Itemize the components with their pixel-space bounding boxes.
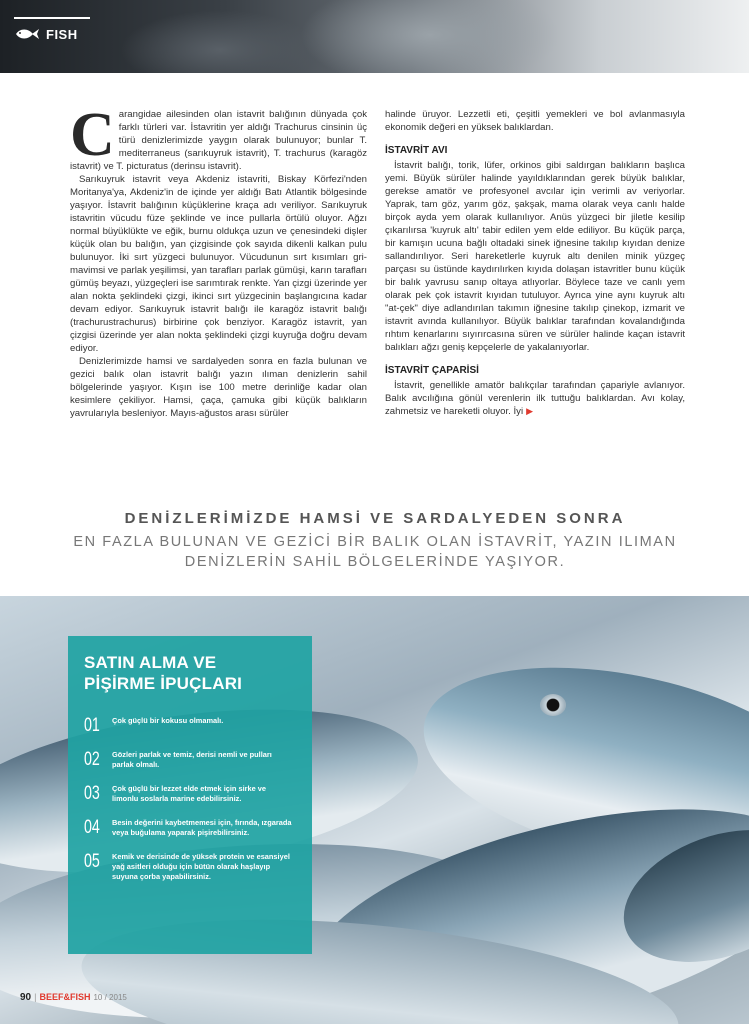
subheading-istavrit-caparisi: İSTAVRİT ÇAPARİSİ — [385, 365, 479, 376]
tips-title-line1: SATIN ALMA VE — [84, 653, 217, 672]
tip-item — [84, 818, 294, 838]
continued-text: İstavrit, genellikle amatör balıkçılar tarafından çapariyle avlanıyor. Balık avcılığına gönül verenlerin ilk tuttuğu balıklardan. Avı kolay, zahmetsiz ve hareketli oluyor. İyi — [385, 380, 685, 417]
tip-item — [84, 852, 294, 882]
tip-text: Çok güçlü bir kokusu olmamalı. — [112, 716, 224, 725]
magazine-brand: BEEF&FISH — [39, 992, 91, 1002]
tip-number: 01 — [84, 715, 100, 736]
banner-photo-highlight — [300, 0, 560, 73]
drop-cap: C — [70, 101, 115, 169]
tip-item — [84, 784, 294, 804]
tip-item — [84, 716, 294, 736]
intro-text: arangidae ailesinden olan istavrit balığının dünyada çok farklı türleri var. İstavritin yer aldığı Trachurus cinsinin üç türü denizlerimizde yaygın olarak bulunuyor; bunlar T. mediterraneus (sarıkuyruk istavrit), T. trachurus (karagöz istavrit) ve T. picturatus (derinsu istavrit). — [70, 109, 367, 172]
tip-number: 05 — [84, 851, 100, 872]
footer-separator: | — [34, 992, 37, 1002]
page-number: 90 — [20, 992, 32, 1003]
issue-date: 10 / 2015 — [93, 993, 127, 1002]
pull-quote-line1: DENİZLERİMİZDE HAMSİ VE SARDALYEDEN SONRA — [124, 510, 626, 527]
fish-eye — [540, 694, 566, 716]
tip-text: Çok güçlü bir lezzet elde etmek için sirke ve limonlu soslarla marine edebilirsiniz. — [112, 784, 267, 803]
pull-quote-line2: EN FAZLA BULUNAN VE GEZİCİ BİR BALIK OLAN İSTAVRİT, YAZIN ILIMAN DENİZLERİN SAHİL BÖLGELERİNDE YAŞIYOR. — [73, 534, 677, 570]
tip-number: 02 — [84, 749, 100, 770]
header-rule — [14, 17, 90, 19]
banner-photo-blur — [120, 10, 320, 73]
header-banner — [0, 0, 749, 73]
tip-text: Gözleri parlak ve temiz, derisi nemli ve pulları parlak olmalı. — [112, 750, 272, 769]
tip-text: Kemik ve derisinde de yüksek protein ve esansiyel yağ asitleri olduğu için bütün olarak haşlayıp suyuna çorba yapabilirsiniz. — [112, 852, 290, 881]
body-paragraph: halinde üruyor. Lezzetli eti, çeşitli yemekleri ve bol avlanmasıyla ekonomik değeri en yüksek balıklardan. — [385, 109, 685, 133]
fish-icon — [14, 26, 40, 42]
tips-box — [68, 636, 312, 954]
arrow-right-icon: ▶ — [526, 406, 534, 416]
tip-number: 03 — [84, 783, 100, 804]
tips-title-line2: PİŞİRME İPUÇLARI — [84, 674, 243, 693]
tip-item — [84, 750, 294, 770]
article-column-left — [70, 101, 367, 420]
page-footer — [20, 992, 127, 1003]
section-name: FISH — [46, 26, 78, 42]
intro-paragraph — [70, 101, 367, 173]
tip-text: Besin değerini kaybetmemesi için, fırında, ızgarada veya buğulama yaparak pişirebilirsiniz. — [112, 818, 292, 837]
body-paragraph — [385, 379, 685, 418]
article-column-right — [385, 108, 685, 418]
body-paragraph: Denizlerimizde hamsi ve sardalyeden sonra en fazla bulunan ve gezici balık olan istavrit balığı yazın ılıman denizlerin sahil bölgelerinde yaşıyor. Kışın ise 100 metre derinliğe kadar olan kesimlere çekiliyor. Hamsi, çaça, çamuka gibi küçük balıkların yavrularıyla besleniyor. Mayıs-ağustos arası sürüler — [70, 356, 367, 419]
tips-title — [84, 652, 294, 694]
section-label — [14, 26, 78, 42]
subheading-istavrit-avi: İSTAVRİT AVI — [385, 145, 448, 156]
body-paragraph: İstavrit balığı, torik, lüfer, orkinos gibi saldırgan balıkların başlıca yemi. Büyük sürüler halinde yayıldıklarından gerek büyük balıklar, gerekse amatör ve profesyonel avcılar için verimli av veriyorlar. Yaprak, tam göz, yarım göz, şakşak, mama olarak veya canlı halde birçok ayda yem olarak kullanılıyor. Anüs yüzgeci bir jiletle kesilip çıkarılırsa 'kuyruk altı' tabir edilen yem elde ediliyor. Bu küçük parça, bir kamışın ucuna bağlı oltadaki sinek iğnesine takılıp kıyıdan denize sallandırılıyor. Seri hareketlerle kuyruk altı denilen minik yüzgeç parçası su üstünde kaydırılırken kıyıda dolaşan istavritler bunu küçük bir balık yavrusu sanıp oltaya atlıyorlar. Böylece taze ve canlı yem olarak pek çok istavrit kıyıdan tutuluyor. Ayrıca yine aynı kuyruk altı "at-çek" diye adlandırılan takımın iğnesine takılıp çinekop, izmarit ve istavrit avında kullanılıyor. Büyük balıklar tarafından kovalandığında rıhtım kenarlarını sıyırırcasına süren ve sürüler halinde kaçan istavrit balıkları ağzı geniş kepçelerle de yakalanıyorlar. — [385, 160, 685, 353]
pull-quote — [40, 510, 710, 572]
body-paragraph: Sarıkuyruk istavrit veya Akdeniz istavriti, Biskay Körfezi'nden Moritanya'ya, Akdeniz'in de içinde yer aldığı Batı Atlantik bölgesinde yaşıyor. İstavrit balığının küçüklerine kraça adı veriliyor. Sarıkuyruk istavritin vücudu füze şeklinde ve ince pullarla örtülü oluyor. Ağzı normal büyüklükte ve eğik, burnu oldukça uzun ve çenesindeki dişler küçük olan bu balığın, yan çizgisinde çok sayıda dikenli kalkan pulu bulunuyor. İki sırt yüzgeci bulunuyor. Vücudunun sırt kısımları gri-mavimsi ve parlak yeşilimsi, yan tarafları parlak gümüşi, karın tarafları gümüş beyazı, yüzgeçleri ise sarımtırak renkte. Yan çizgi üzerinde yer alan nokta şeklindeki çizgi, ikinci sırt yüzgecinin başlangıcına kadar devam ediyor. Sarıkuyruk istavrit balığı ile karagöz istavrit balığı (trachurustrachurus) birbirine çok benziyor. Karagöz istavrit, yan çizgisi üzerinde yer alan nokta şeklindeki çizgi kuyruğa doğru devam ediyor. — [70, 174, 367, 354]
tip-number: 04 — [84, 817, 100, 838]
